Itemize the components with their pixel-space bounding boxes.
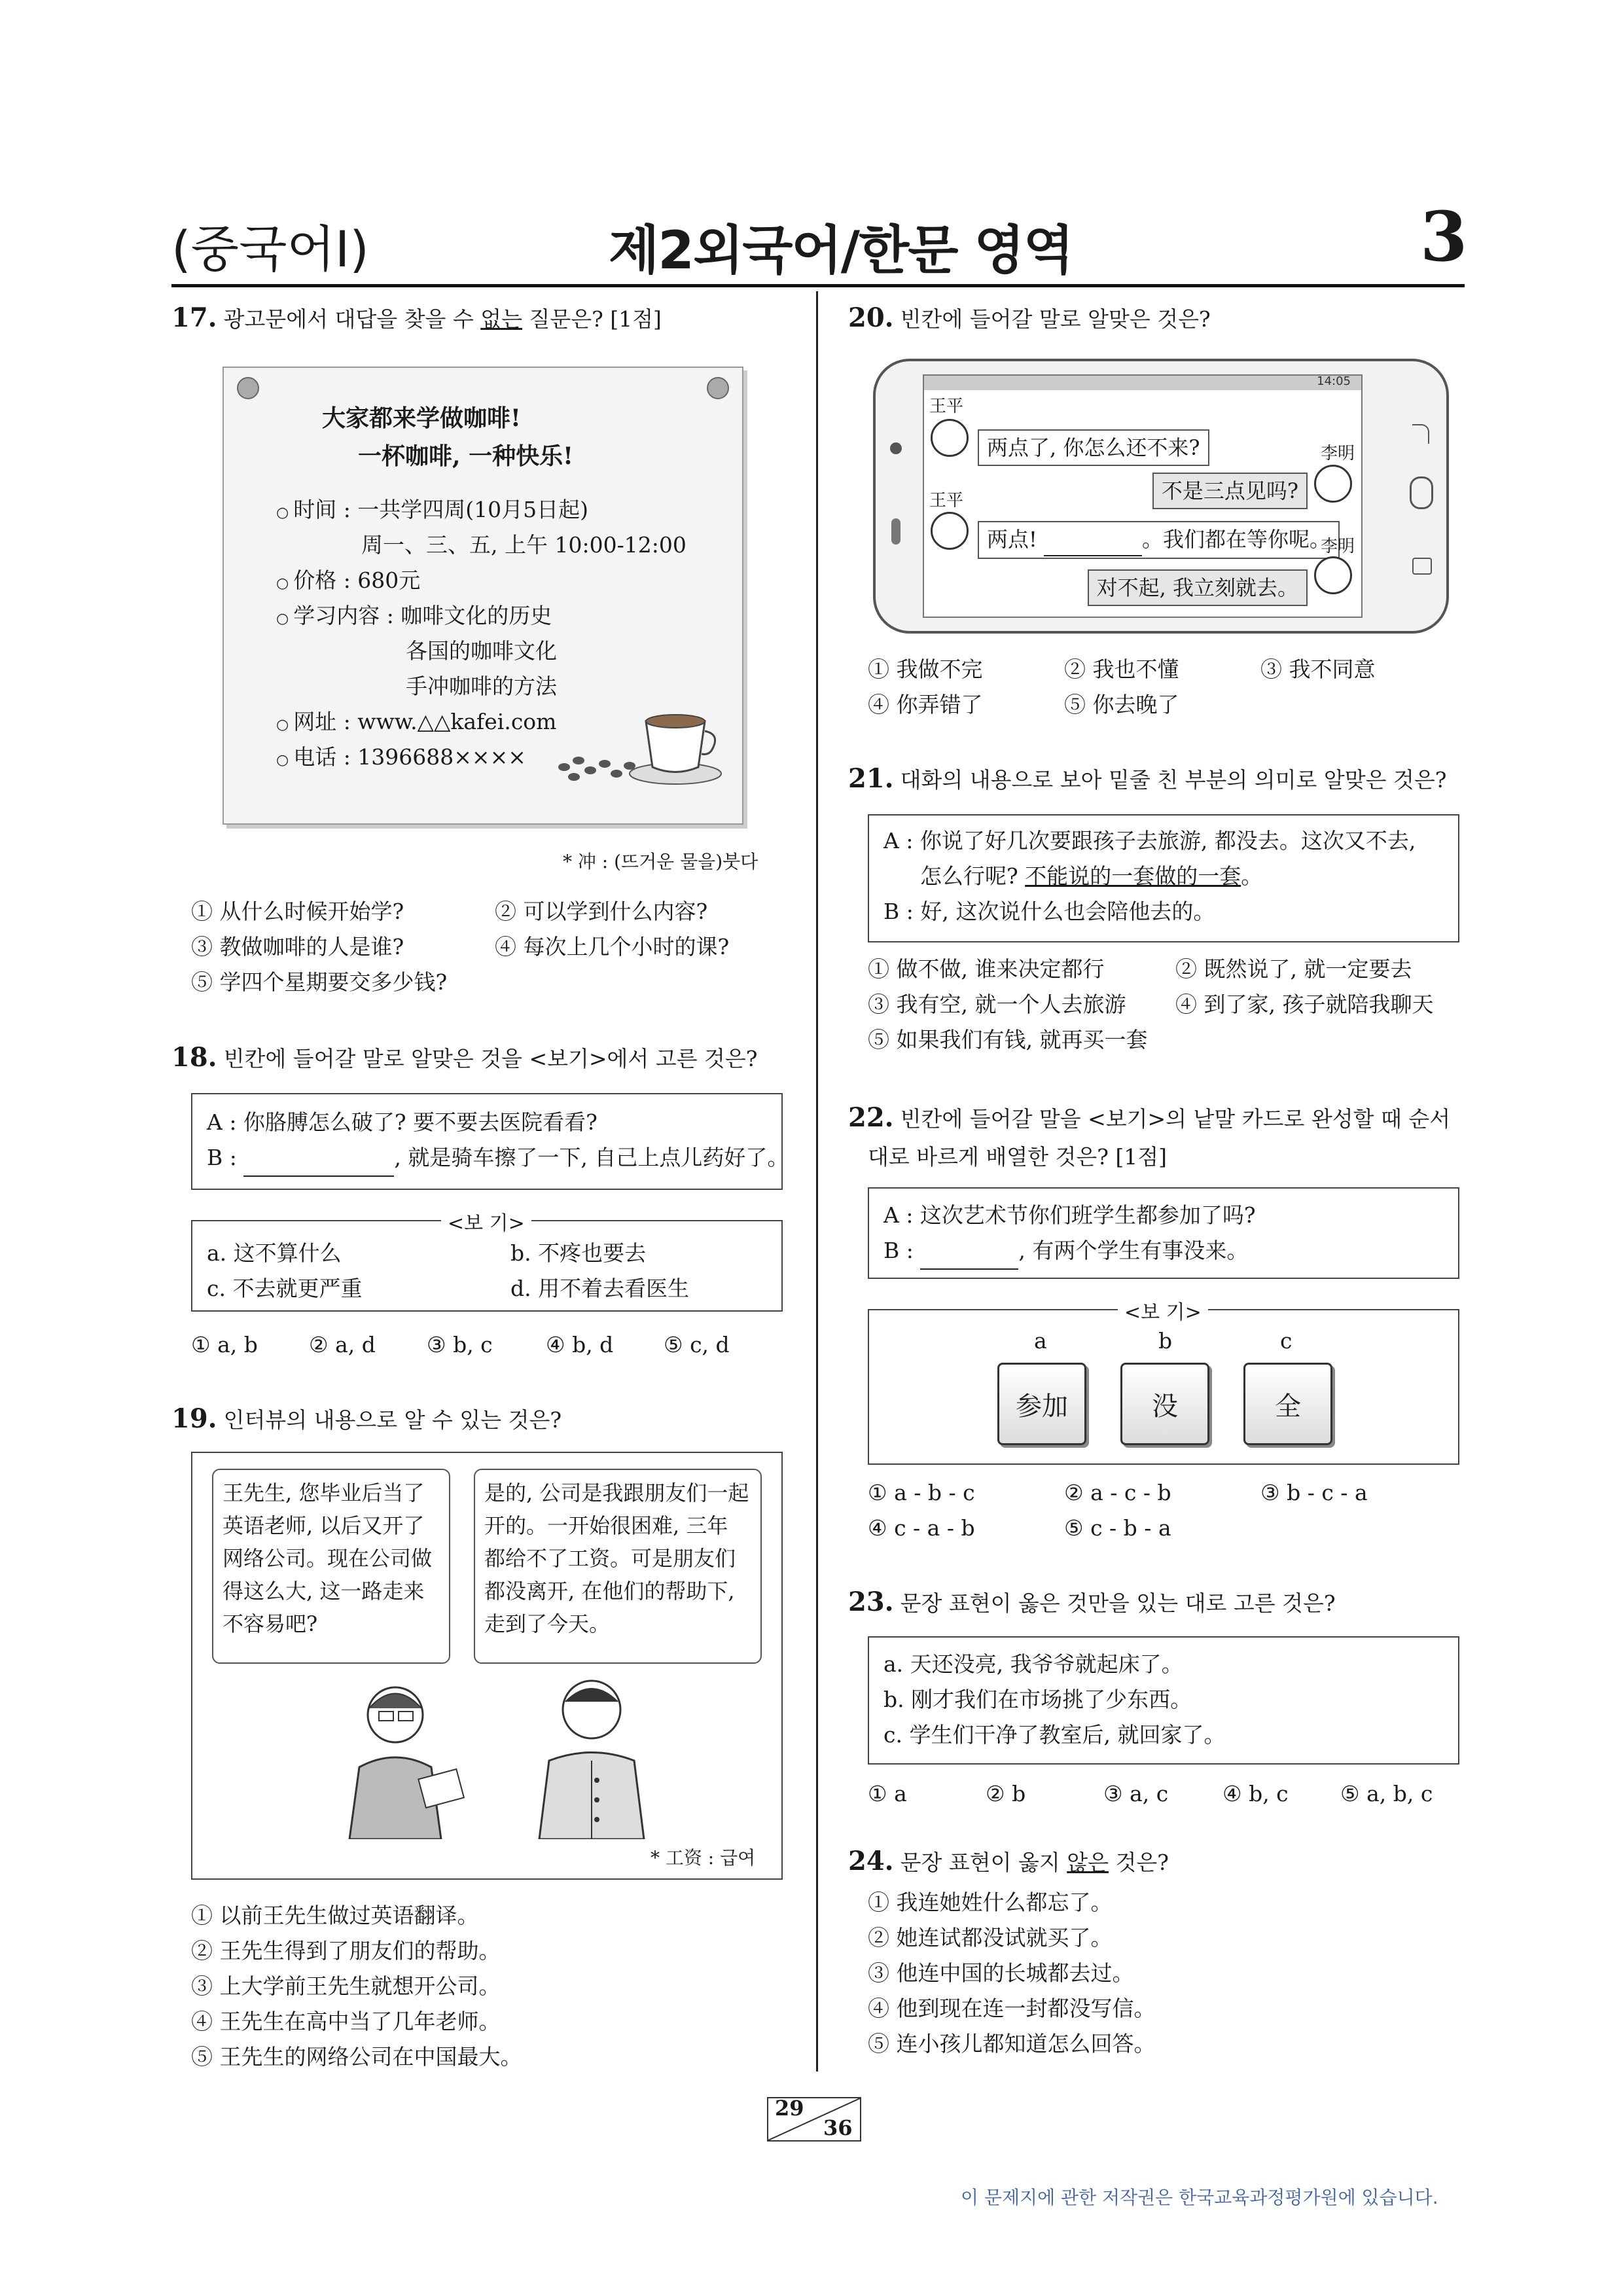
bullet-icon: ○	[276, 752, 294, 768]
q18-option-3[interactable]: ③ b, c	[427, 1332, 493, 1357]
q22-option-4[interactable]: ④ c - a - b	[868, 1515, 975, 1541]
q21-underlined: 不能说的一套做的一套	[1025, 863, 1241, 889]
card-letter-a: a	[1034, 1328, 1047, 1354]
exam-title: 제2외국어/한문 영역	[609, 220, 1073, 281]
status-bar	[924, 376, 1361, 390]
q19-option-5[interactable]: ⑤ 王先生的网络公司在中国最大。	[191, 2044, 522, 2070]
q23-option-2[interactable]: ② b	[986, 1781, 1026, 1806]
ad-headline-1: 大家都来学做咖啡!	[322, 404, 521, 432]
q22-bogi-box	[868, 1301, 1459, 1465]
bullet-icon: ○	[276, 717, 294, 733]
ad-time: ○ 时间 : 一共学四周(10月5日起)	[276, 497, 589, 522]
q19-interview-box	[191, 1452, 783, 1880]
chat-msg-2: 不是三点见吗?	[1152, 473, 1308, 509]
q19-prompt: 19. 인터뷰의 내용으로 알 수 있는 것은?	[171, 1403, 562, 1434]
q17-prompt: 17. 광고문에서 대답을 찾을 수 없는 질문은? [1점]	[171, 302, 662, 333]
q17-note: * 冲 : (뜨거운 물을)붓다	[563, 851, 758, 872]
q20-option-4[interactable]: ④ 你弄错了	[868, 692, 983, 717]
q18-dialogue-box	[191, 1093, 789, 1190]
q17-ad-poster	[223, 367, 743, 825]
q20-option-2[interactable]: ② 我也不懂	[1064, 656, 1179, 682]
wang-illustration	[520, 1669, 664, 1839]
bullet-icon: ○	[276, 611, 294, 627]
pushpin-icon	[707, 377, 729, 399]
q22-number: 22.	[848, 1102, 894, 1133]
q24-number: 24.	[848, 1846, 894, 1876]
q21-option-3[interactable]: ③ 我有空, 就一个人去旅游	[868, 992, 1126, 1017]
wang-avatar-icon	[931, 419, 969, 457]
pushpin-icon	[237, 377, 259, 399]
q18-number: 18.	[171, 1042, 217, 1073]
q21-number: 21.	[848, 763, 894, 794]
bogi-label: <보 기>	[1118, 1296, 1208, 1325]
q24-option-3[interactable]: ③ 他连中国的长城都去过。	[868, 1960, 1134, 1986]
reporter-illustration	[323, 1676, 480, 1839]
q18-line-b: B : , 就是骑车擦了一下, 自己上点儿药好了。	[207, 1140, 789, 1177]
status-time: 14:05	[1317, 374, 1351, 388]
q19-option-3[interactable]: ③ 上大学前王先生就想开公司。	[191, 1973, 501, 1999]
q19-number: 19.	[171, 1403, 217, 1434]
q20-blank	[1044, 524, 1142, 556]
q21-option-4[interactable]: ④ 到了家, 孩子就陪我聊天	[1175, 992, 1434, 1017]
menu-icon[interactable]	[1412, 558, 1432, 575]
column-divider	[816, 291, 818, 2072]
ad-content: ○ 学习内容 : 咖啡文化的历史	[276, 603, 552, 628]
q18-option-2[interactable]: ② a, d	[309, 1332, 376, 1357]
name-li-2: 李明	[1320, 537, 1355, 556]
q21-line-a1: A : 你说了好几次要跟孩子去旅游, 都没去。这次又不去,	[883, 828, 1416, 853]
q17-number: 17.	[171, 302, 217, 333]
page-counter	[767, 2097, 861, 2142]
q18-bogi-b: b. 不疼也要去	[510, 1240, 647, 1266]
camera-icon	[890, 442, 902, 454]
q18-option-1[interactable]: ① a, b	[191, 1332, 258, 1357]
q22-option-2[interactable]: ② a - c - b	[1064, 1480, 1171, 1505]
q17-option-4[interactable]: ④ 每次上几个小时的课?	[495, 934, 730, 960]
q18-line-a: A : 你胳膊怎么破了? 要不要去医院看看?	[207, 1109, 597, 1135]
card-letter-c: c	[1280, 1328, 1293, 1354]
q22-prompt: 22. 빈칸에 들어갈 말을 <보기>의 낱말 카드로 완성할 때 순서	[848, 1102, 1451, 1133]
li-avatar-icon	[1314, 556, 1352, 594]
q18-blank	[243, 1140, 394, 1177]
bullet-icon: ○	[276, 575, 294, 592]
header-rule	[171, 284, 1465, 287]
q21-prompt: 21. 대화의 내용으로 보아 밑줄 친 부분의 의미로 알맞은 것은?	[848, 763, 1447, 794]
q19-option-1[interactable]: ① 以前王先生做过英语翻译。	[191, 1903, 479, 1928]
page-number: 3	[1420, 196, 1468, 277]
q17-option-1[interactable]: ① 从什么时候开始学?	[191, 899, 404, 924]
subject-label: (중국어Ⅰ)	[171, 220, 369, 278]
q23-option-3[interactable]: ③ a, c	[1103, 1781, 1169, 1806]
q22-dialogue-box	[868, 1187, 1459, 1279]
ad-price: ○ 价格 : 680元	[276, 567, 421, 593]
page-total: 36	[823, 2115, 853, 2140]
back-icon[interactable]	[1412, 424, 1429, 444]
q18-bogi-d: d. 用不着去看医生	[510, 1276, 690, 1301]
q18-prompt: 18. 빈칸에 들어갈 말로 알맞은 것을 <보기>에서 고른 것은?	[171, 1042, 758, 1073]
q24-option-1[interactable]: ① 我连她姓什么都忘了。	[868, 1890, 1113, 1915]
q23-item-c: c. 学生们干净了教室后, 就回家了。	[883, 1722, 1226, 1748]
q22-option-5[interactable]: ⑤ c - b - a	[1064, 1515, 1171, 1541]
q19-note: * 工资 : 급여	[651, 1847, 756, 1869]
phone-screen	[923, 374, 1363, 618]
q18-bogi-c: c. 不去就更严重	[207, 1276, 363, 1301]
q21-option-1[interactable]: ① 做不做, 谁来决定都行	[868, 956, 1105, 982]
bogi-label: <보 기>	[441, 1207, 531, 1236]
q22-line-b: B : , 有两个学生有事没来。	[883, 1233, 1248, 1270]
ad-website: ○ 网址 : www.△△kafei.com	[276, 709, 557, 734]
q23-item-a: a. 天还没亮, 我爷爷就起床了。	[883, 1651, 1183, 1677]
q20-number: 20.	[848, 302, 894, 333]
chat-msg-3: 两点! 。我们都在等你呢。	[978, 521, 1340, 559]
q24-option-4[interactable]: ④ 他到现在连一封都没写信。	[868, 1996, 1156, 2021]
q23-item-b: b. 刚才我们在市场挑了少东西。	[883, 1687, 1192, 1712]
ad-phone: ○ 电话 : 1396688××××	[276, 744, 526, 770]
chat-msg-4: 对不起, 我立刻就去。	[1088, 569, 1308, 606]
q20-option-1[interactable]: ① 我做不完	[868, 656, 983, 682]
name-wang-2: 王平	[929, 491, 964, 511]
li-avatar-icon	[1314, 465, 1352, 503]
q24-prompt: 24. 문장 표현이 옳지 않은 것은?	[848, 1846, 1169, 1876]
page-current: 29	[775, 2096, 804, 2121]
q22-blank	[920, 1233, 1018, 1270]
ad-content-3: 手冲咖啡的方法	[406, 673, 557, 699]
q19-bubble-reporter: 王先生, 您毕业后当了 英语老师, 以后又开了 网络公司。现在公司做 得这么大, 这一路走来 不容易吧?	[212, 1469, 450, 1664]
bullet-icon: ○	[276, 505, 294, 521]
q18-bogi-a: a. 这不算什么	[207, 1240, 342, 1266]
coffee-cup-icon	[544, 695, 728, 800]
q23-option-4[interactable]: ④ b, c	[1222, 1781, 1289, 1806]
q19-option-2[interactable]: ② 王先生得到了朋友们的帮助。	[191, 1938, 501, 1964]
q17-option-3[interactable]: ③ 教做咖啡的人是谁?	[191, 934, 404, 960]
q20-prompt: 20. 빈칸에 들어갈 말로 알맞은 것은?	[848, 302, 1211, 333]
ad-content-2: 各国的咖啡文化	[406, 638, 557, 664]
name-wang-1: 王平	[929, 397, 964, 416]
q23-prompt: 23. 문장 표현이 옳은 것만을 있는 대로 고른 것은?	[848, 1587, 1336, 1617]
home-button-icon[interactable]	[1410, 476, 1433, 509]
q21-option-5[interactable]: ⑤ 如果我们有钱, 就再买一套	[868, 1027, 1148, 1052]
q23-number: 23.	[848, 1587, 894, 1617]
chat-msg-1: 两点了, 你怎么还不来?	[978, 429, 1209, 466]
word-card-a[interactable]: 参加	[997, 1363, 1086, 1445]
q20-phone	[873, 359, 1449, 634]
wang-avatar-icon	[931, 512, 969, 550]
q21-option-2[interactable]: ② 既然说了, 就一定要去	[1175, 956, 1412, 982]
ad-headline-2: 一杯咖啡, 一种快乐!	[358, 442, 573, 470]
q22-line-a: A : 这次艺术节你们班学生都参加了吗?	[883, 1202, 1256, 1228]
q19-option-4[interactable]: ④ 王先生在高中当了几年老师。	[191, 2009, 501, 2034]
q17-option-2[interactable]: ② 可以学到什么内容?	[495, 899, 708, 924]
q21-line-a2: 怎么行呢? 不能说的一套做的一套。	[920, 863, 1263, 889]
word-card-b[interactable]: 没	[1120, 1363, 1209, 1445]
q23-option-5[interactable]: ⑤ a, b, c	[1340, 1781, 1433, 1806]
q21-dialogue-box	[868, 814, 1459, 942]
q21-line-b: B : 好, 这次说什么也会陪他去的。	[883, 899, 1215, 924]
ad-time-2: 周一、三、五, 上午 10:00-12:00	[361, 532, 687, 558]
q18-option-5[interactable]: ⑤ c, d	[664, 1332, 730, 1357]
q20-option-3[interactable]: ③ 我不同意	[1260, 656, 1376, 682]
q19-bubble-wang: 是的, 公司是我跟朋友们一起 开的。一开始很困难, 三年 都给不了工资。可是朋友们 都没离开, 在他们的帮助下, 走到了今天。	[474, 1469, 762, 1664]
q24-option-5[interactable]: ⑤ 连小孩儿都知道怎么回答。	[868, 2031, 1156, 2056]
name-li-1: 李明	[1320, 444, 1355, 463]
copyright-notice: 이 문제지에 관한 저작권은 한국교육과정평가원에 있습니다.	[961, 2187, 1438, 2208]
word-card-c[interactable]: 全	[1243, 1363, 1332, 1445]
speaker-icon	[891, 518, 901, 545]
q17-option-5[interactable]: ⑤ 学四个星期要交多少钱?	[191, 969, 448, 995]
q22-option-1[interactable]: ① a - b - c	[868, 1480, 975, 1505]
q18-option-4[interactable]: ④ b, d	[546, 1332, 614, 1357]
q23-option-1[interactable]: ① a	[868, 1781, 907, 1806]
q20-option-5[interactable]: ⑤ 你去晚了	[1064, 692, 1179, 717]
q22-option-3[interactable]: ③ b - c - a	[1260, 1480, 1368, 1505]
q22-prompt-2: 대로 바르게 배열한 것은? [1점]	[868, 1144, 1168, 1170]
q24-option-2[interactable]: ② 她连试都没试就买了。	[868, 1925, 1113, 1950]
q18-bogi-box	[191, 1212, 783, 1312]
q23-sentence-box	[868, 1636, 1459, 1765]
card-letter-b: b	[1158, 1328, 1173, 1354]
